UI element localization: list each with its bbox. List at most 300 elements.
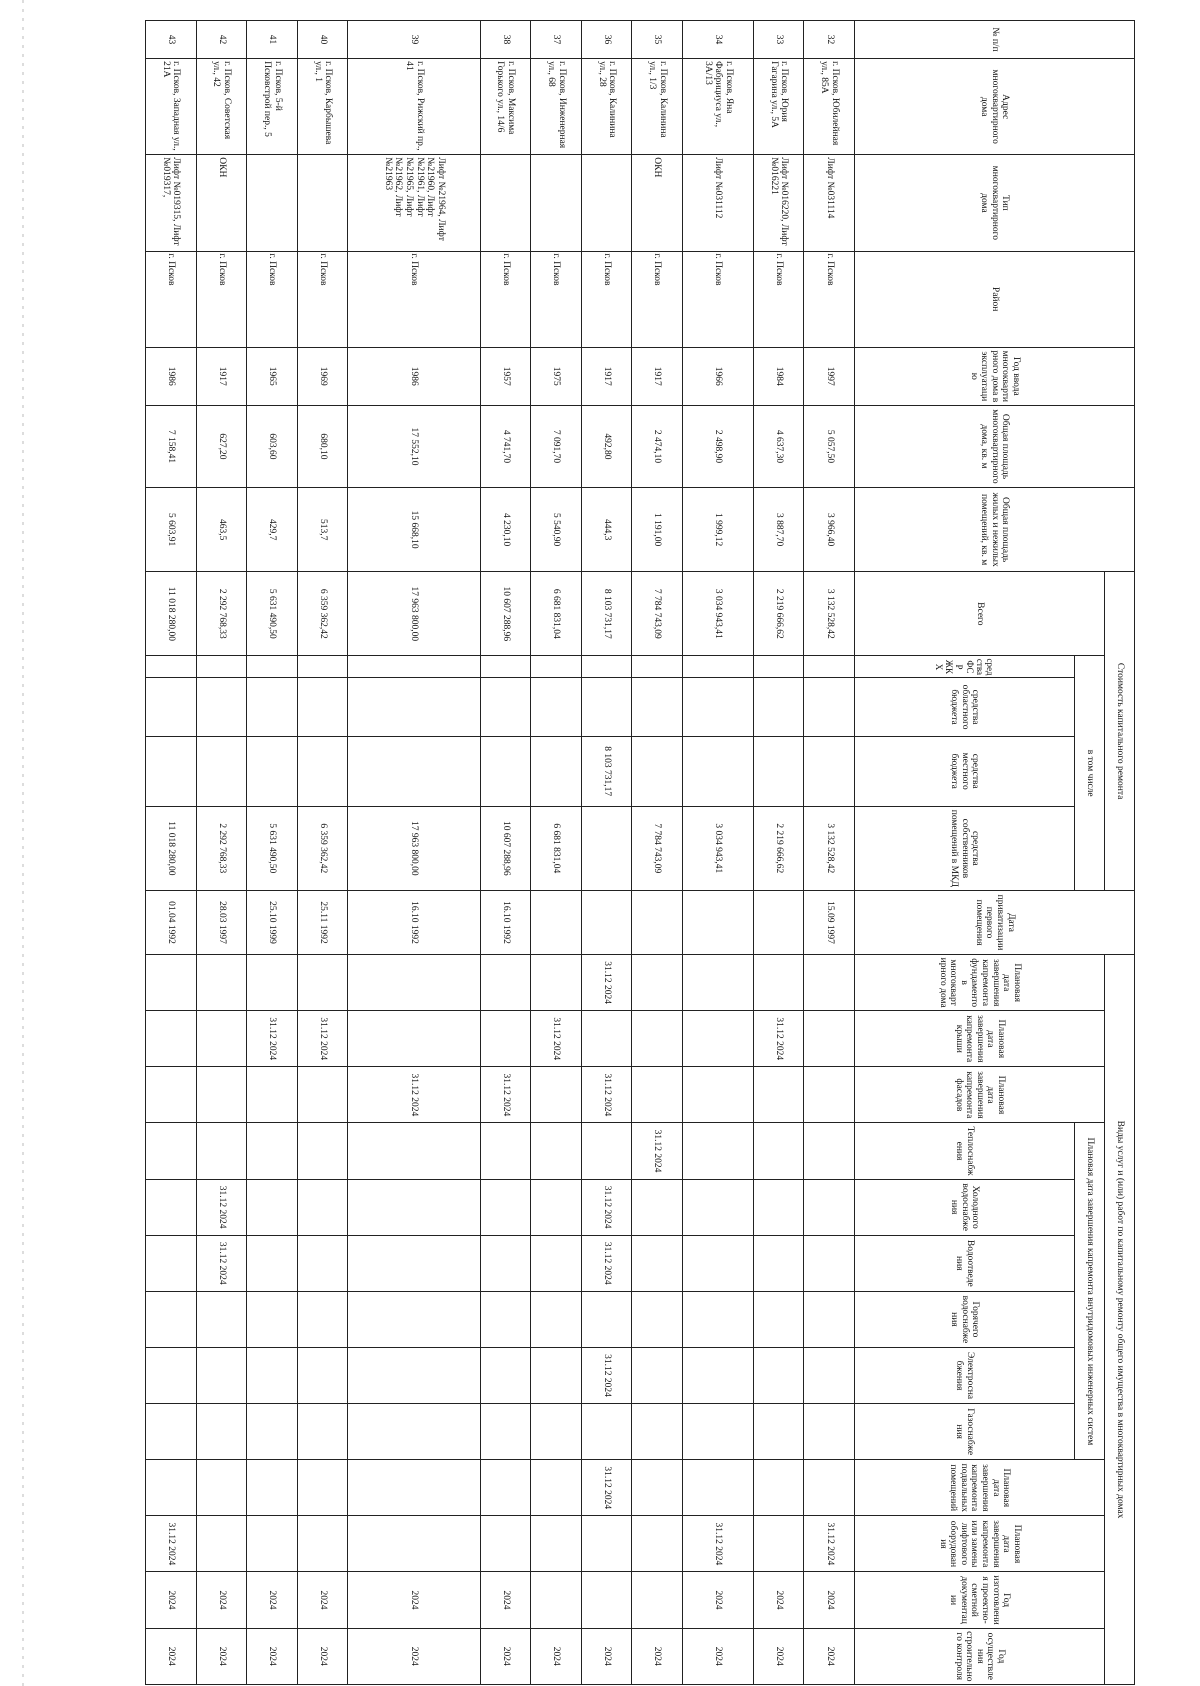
cell-type: Лифт №019315, Лифт №019317, [146, 155, 197, 251]
cell-control: 2024 [247, 1628, 298, 1684]
cell-cold [146, 1179, 197, 1235]
cell-drain [348, 1235, 480, 1291]
header-drainage: Водоотведения [855, 1235, 1075, 1291]
cell-basement [804, 1460, 855, 1516]
cell-address: г. Псков, Калинина ул., 1/3 [632, 59, 683, 155]
cell-num: 37 [531, 21, 582, 59]
table-row [682, 21, 753, 1685]
scan-edge [22, 0, 24, 1686]
cell-fsr [753, 656, 804, 678]
cell-district: г. Псков [146, 251, 197, 347]
cell-basement [297, 1460, 348, 1516]
cell-hot [531, 1291, 582, 1347]
cell-cold: 31.12 2024 [581, 1179, 632, 1235]
cell-premises-area: 429,7 [247, 488, 298, 572]
cell-year: 1986 [146, 347, 197, 405]
cell-drain [682, 1235, 753, 1291]
cell-cold [804, 1179, 855, 1235]
cell-design: 2024 [146, 1572, 197, 1628]
cell-cost-total: 3 132 528,42 [804, 572, 855, 656]
header-cold-water: Холодного водоснабжения [855, 1179, 1075, 1235]
cell-year: 1975 [531, 347, 582, 405]
cell-cost-total: 2 219 666,62 [753, 572, 804, 656]
cell-electric [348, 1347, 480, 1403]
cell-premises-area: 463,5 [196, 488, 247, 572]
cell-local [531, 736, 582, 806]
cell-facade [146, 1067, 197, 1123]
cell-design [632, 1572, 683, 1628]
cell-owners: 6 359 362,42 [297, 806, 348, 890]
cell-privat: 28.03 1997 [196, 890, 247, 954]
cell-basement [247, 1460, 298, 1516]
cell-premises-area: 1 191,00 [632, 488, 683, 572]
cell-region [581, 678, 632, 736]
cell-region [753, 678, 804, 736]
cell-cost-total: 8 103 731,17 [581, 572, 632, 656]
cell-hot [297, 1291, 348, 1347]
cell-electric [531, 1347, 582, 1403]
cell-control: 2024 [297, 1628, 348, 1684]
cell-owners: 17 963 800,00 [348, 806, 480, 890]
cell-cost-total: 17 963 800,00 [348, 572, 480, 656]
cell-fsr [804, 656, 855, 678]
cell-owners: 7 784 743,09 [632, 806, 683, 890]
cell-address: г. Псков, Максима Горького ул., 14/6 [480, 59, 531, 155]
cell-design: 2024 [480, 1572, 531, 1628]
cell-control: 2024 [531, 1628, 582, 1684]
cell-roof [146, 1011, 197, 1067]
cell-cost-total: 6 681 831,04 [531, 572, 582, 656]
table-row [531, 21, 582, 1685]
cell-gas [632, 1404, 683, 1460]
table-row [753, 21, 804, 1685]
cell-hot [804, 1291, 855, 1347]
cell-hot [753, 1291, 804, 1347]
cell-year: 1969 [297, 347, 348, 405]
cell-cost-total: 11 018 280,00 [146, 572, 197, 656]
cell-premises-area: 513,7 [297, 488, 348, 572]
header-cost-owners: средства собственников помещений в МКД [855, 806, 1075, 890]
cell-region [247, 678, 298, 736]
header-roof: Плановая дата завершения капремонта крыши [855, 1011, 1105, 1067]
cell-basement [531, 1460, 582, 1516]
cell-local [146, 736, 197, 806]
cell-region [297, 678, 348, 736]
table-row [632, 21, 683, 1685]
cell-heating [581, 1123, 632, 1179]
cell-region [348, 678, 480, 736]
cell-total-area: 4 637,30 [753, 405, 804, 487]
header-electric: Электроснабжения [855, 1347, 1075, 1403]
cell-fsr [196, 656, 247, 678]
cell-electric [753, 1347, 804, 1403]
cell-local [196, 736, 247, 806]
header-foundation: Плановая дата завершения капремонта фундаментов многоквартирного дома [855, 955, 1105, 1011]
cell-design: 2024 [804, 1572, 855, 1628]
cell-privat: 01.04 1992 [146, 890, 197, 954]
cell-local [753, 736, 804, 806]
cell-control: 2024 [632, 1628, 683, 1684]
cell-facade [632, 1067, 683, 1123]
cell-privat: 16.10 1992 [348, 890, 480, 954]
cell-region [632, 678, 683, 736]
cell-year: 1917 [581, 347, 632, 405]
cell-hot [632, 1291, 683, 1347]
cell-elevator [247, 1516, 298, 1572]
cell-foundation [146, 955, 197, 1011]
cell-elevator: 31.12 2024 [682, 1516, 753, 1572]
cell-basement: 31.12 2024 [581, 1460, 632, 1516]
cell-year: 1957 [480, 347, 531, 405]
cell-basement [632, 1460, 683, 1516]
cell-heating [297, 1123, 348, 1179]
cell-heating: 31.12 2024 [632, 1123, 683, 1179]
cell-type: Лифт №016220, Лифт №016221 [753, 155, 804, 251]
cell-num: 39 [348, 21, 480, 59]
cell-address: г. Псков, Рижский пр., 41 [348, 59, 480, 155]
table-row [581, 21, 632, 1685]
cell-address: г. Псков, Яна Фабрициуса ул., 3А/13 [682, 59, 753, 155]
cell-roof [804, 1011, 855, 1067]
cell-cost-total: 7 784 743,09 [632, 572, 683, 656]
header-num: № п/п [855, 21, 1135, 59]
cell-heating [348, 1123, 480, 1179]
cell-gas [531, 1404, 582, 1460]
cell-cold [682, 1179, 753, 1235]
cell-control: 2024 [480, 1628, 531, 1684]
cell-region [196, 678, 247, 736]
cell-premises-area: 4 230,10 [480, 488, 531, 572]
cell-foundation [804, 955, 855, 1011]
cell-electric [247, 1347, 298, 1403]
cell-owners: 2 219 666,62 [753, 806, 804, 890]
cell-roof: 31.12 2024 [297, 1011, 348, 1067]
cell-hot [480, 1291, 531, 1347]
cell-owners: 2 292 768,33 [196, 806, 247, 890]
cell-elevator [632, 1516, 683, 1572]
cell-facade [531, 1067, 582, 1123]
cell-roof [480, 1011, 531, 1067]
cell-district: г. Псков [804, 251, 855, 347]
cell-cost-total: 3 034 943,41 [682, 572, 753, 656]
cell-design: 2024 [682, 1572, 753, 1628]
cell-control: 2024 [682, 1628, 753, 1684]
cell-cold [531, 1179, 582, 1235]
cell-region [146, 678, 197, 736]
cell-privat: 15.09 1997 [804, 890, 855, 954]
cell-num: 41 [247, 21, 298, 59]
cell-premises-area: 444,3 [581, 488, 632, 572]
cell-roof [196, 1011, 247, 1067]
cell-district: г. Псков [247, 251, 298, 347]
cell-total-area: 7 091,70 [531, 405, 582, 487]
cell-facade [247, 1067, 298, 1123]
cell-premises-area: 3 887,70 [753, 488, 804, 572]
cell-gas [196, 1404, 247, 1460]
cell-year: 1917 [196, 347, 247, 405]
cell-district: г. Псков [632, 251, 683, 347]
cell-fsr [581, 656, 632, 678]
cell-type [581, 155, 632, 251]
cell-drain [146, 1235, 197, 1291]
rotated-page [145, 20, 1135, 1685]
cell-total-area: 603,60 [247, 405, 298, 487]
header-control-year: Год осуществления строительного контроля [855, 1628, 1105, 1684]
cell-design: 2024 [247, 1572, 298, 1628]
cell-foundation [753, 955, 804, 1011]
cell-local [682, 736, 753, 806]
cell-foundation: 31.12 2024 [581, 955, 632, 1011]
cell-privat [531, 890, 582, 954]
cell-control: 2024 [196, 1628, 247, 1684]
cell-electric [682, 1347, 753, 1403]
cell-heating [146, 1123, 197, 1179]
cell-elevator [297, 1516, 348, 1572]
cell-roof [348, 1011, 480, 1067]
cell-cost-total: 5 631 490,50 [247, 572, 298, 656]
cell-basement [753, 1460, 804, 1516]
cell-address: г. Псков, Калинина ул., 28 [581, 59, 632, 155]
cell-foundation [632, 955, 683, 1011]
cell-privat [632, 890, 683, 954]
cell-design: 2024 [196, 1572, 247, 1628]
header-address: Адрес многоквартирного дома [855, 59, 1135, 155]
cell-owners: 10 607 288,96 [480, 806, 531, 890]
table-row [480, 21, 531, 1685]
cell-gas [682, 1404, 753, 1460]
cell-hot [247, 1291, 298, 1347]
cell-roof [682, 1011, 753, 1067]
cell-hot [682, 1291, 753, 1347]
cell-privat: 25.10 1999 [247, 890, 298, 954]
cell-electric [297, 1347, 348, 1403]
cell-electric: 31.12 2024 [581, 1347, 632, 1403]
cell-design [531, 1572, 582, 1628]
cell-owners: 6 681 831,04 [531, 806, 582, 890]
header-house-type: Тип многоквартирного дома [855, 155, 1135, 251]
cell-gas [297, 1404, 348, 1460]
cell-owners: 3 034 943,41 [682, 806, 753, 890]
cell-electric [804, 1347, 855, 1403]
cell-total-area: 5 057,50 [804, 405, 855, 487]
cell-cold [247, 1179, 298, 1235]
cell-heating [247, 1123, 298, 1179]
cell-design: 2024 [753, 1572, 804, 1628]
cell-foundation [196, 955, 247, 1011]
cell-gas [480, 1404, 531, 1460]
cell-foundation [348, 955, 480, 1011]
cell-premises-area: 1 999,12 [682, 488, 753, 572]
cell-fsr [247, 656, 298, 678]
cell-cost-total: 10 607 288,96 [480, 572, 531, 656]
cell-elevator [480, 1516, 531, 1572]
header-cost-incl: в том числе [1075, 656, 1105, 891]
cell-owners: 3 132 528,42 [804, 806, 855, 890]
cell-region [531, 678, 582, 736]
cell-local [480, 736, 531, 806]
cell-year: 1984 [753, 347, 804, 405]
cell-owners: 11 018 280,00 [146, 806, 197, 890]
cell-electric [480, 1347, 531, 1403]
cell-total-area: 7 158,41 [146, 405, 197, 487]
cell-facade [196, 1067, 247, 1123]
cell-drain [632, 1235, 683, 1291]
cell-roof: 31.12 2024 [531, 1011, 582, 1067]
cell-num: 43 [146, 21, 197, 59]
header-elevator: Плановая дата завершения капремонта или замены лифтового оборудования [855, 1516, 1105, 1572]
cell-premises-area: 15 668,10 [348, 488, 480, 572]
cell-fsr [531, 656, 582, 678]
header-cost-region: средства областного бюджета [855, 678, 1075, 736]
header-cost-group: Стоимость капитального ремонта [1105, 572, 1135, 891]
cell-electric [146, 1347, 197, 1403]
cell-premises-area: 5 603,91 [146, 488, 197, 572]
cell-total-area: 2 498,90 [682, 405, 753, 487]
cell-district: г. Псков [531, 251, 582, 347]
cell-fsr [146, 656, 197, 678]
cell-type: Лифт №031112 [682, 155, 753, 251]
cell-year: 1917 [632, 347, 683, 405]
cell-basement [480, 1460, 531, 1516]
cell-type [247, 155, 298, 251]
cell-elevator [348, 1516, 480, 1572]
table-row [348, 21, 480, 1685]
header-cost-local: средства местного бюджета [855, 736, 1075, 806]
table-row [196, 21, 247, 1685]
header-works-group: Виды услуг и (или) работ по капитальному ремонту общего имущества в многоквартирных домах [1105, 955, 1135, 1685]
cell-control: 2024 [348, 1628, 480, 1684]
cell-address: г. Псков, Юбилейная ул., 85А [804, 59, 855, 155]
cell-drain: 31.12 2024 [196, 1235, 247, 1291]
cell-elevator [196, 1516, 247, 1572]
cell-elevator: 31.12 2024 [804, 1516, 855, 1572]
cell-fsr [480, 656, 531, 678]
cell-address: г. Псков, 5-й Псковстрой пер., 5 [247, 59, 298, 155]
cell-foundation [682, 955, 753, 1011]
cell-heating [196, 1123, 247, 1179]
cell-electric [196, 1347, 247, 1403]
header-total-area: Общая площадь многоквартирного дома, кв. м [855, 405, 1135, 487]
cell-hot [581, 1291, 632, 1347]
cell-year: 1966 [682, 347, 753, 405]
cell-district: г. Псков [581, 251, 632, 347]
cell-num: 34 [682, 21, 753, 59]
cell-local [247, 736, 298, 806]
header-district: Район [855, 251, 1135, 347]
cell-hot [146, 1291, 197, 1347]
cell-facade [753, 1067, 804, 1123]
cell-type [531, 155, 582, 251]
cell-cold [632, 1179, 683, 1235]
cell-premises-area: 5 540,90 [531, 488, 582, 572]
cell-address: г. Псков, Инженерная ул., 68 [531, 59, 582, 155]
cell-num: 42 [196, 21, 247, 59]
header-cost-fsr: средства ФСР ЖКХ [855, 656, 1075, 678]
cell-owners: 5 631 490,50 [247, 806, 298, 890]
cell-cold: 31.12 2024 [196, 1179, 247, 1235]
cell-drain [804, 1235, 855, 1291]
cell-foundation [297, 955, 348, 1011]
cell-basement [682, 1460, 753, 1516]
cell-facade [297, 1067, 348, 1123]
header-facade: Плановая дата завершения капремонта фасадов [855, 1067, 1105, 1123]
cell-district: г. Псков [682, 251, 753, 347]
cell-elevator [753, 1516, 804, 1572]
cell-drain [247, 1235, 298, 1291]
cell-heating [480, 1123, 531, 1179]
cell-year: 1997 [804, 347, 855, 405]
cell-control: 2024 [581, 1628, 632, 1684]
header-premises-area: Общая площадь жилых и нежилых помещений, кв. м [855, 488, 1135, 572]
cell-type: ОКН [196, 155, 247, 251]
cell-gas [804, 1404, 855, 1460]
cell-roof [632, 1011, 683, 1067]
header-year: Год ввода многоквартирного дома в эксплуатацию [855, 347, 1135, 405]
cell-elevator: 31.12 2024 [146, 1516, 197, 1572]
cell-address: г. Псков, Юрия Гагарина ул., 5А [753, 59, 804, 155]
cell-facade [804, 1067, 855, 1123]
cell-gas [581, 1404, 632, 1460]
cell-design [581, 1572, 632, 1628]
cell-heating [531, 1123, 582, 1179]
cell-roof: 31.12 2024 [247, 1011, 298, 1067]
cell-num: 36 [581, 21, 632, 59]
cell-num: 38 [480, 21, 531, 59]
cell-hot [196, 1291, 247, 1347]
table-row [247, 21, 298, 1685]
header-cost-total: Всего [855, 572, 1105, 656]
cell-district: г. Псков [196, 251, 247, 347]
cell-roof [581, 1011, 632, 1067]
cell-owners [581, 806, 632, 890]
cell-design: 2024 [297, 1572, 348, 1628]
cell-total-area: 2 474,10 [632, 405, 683, 487]
cell-local [804, 736, 855, 806]
cell-control: 2024 [753, 1628, 804, 1684]
cell-type: ОКН [632, 155, 683, 251]
cell-fsr [348, 656, 480, 678]
cell-privat [682, 890, 753, 954]
cell-total-area: 680,10 [297, 405, 348, 487]
cell-total-area: 4 741,70 [480, 405, 531, 487]
cell-cold [753, 1179, 804, 1235]
cell-region [804, 678, 855, 736]
cell-fsr [297, 656, 348, 678]
cell-type [297, 155, 348, 251]
cell-cold [480, 1179, 531, 1235]
cell-facade [682, 1067, 753, 1123]
cell-facade: 31.12 2024 [480, 1067, 531, 1123]
cell-gas [348, 1404, 480, 1460]
cell-roof: 31.12 2024 [753, 1011, 804, 1067]
cell-cost-total: 2 292 768,33 [196, 572, 247, 656]
cell-local [632, 736, 683, 806]
cell-type [480, 155, 531, 251]
header-hot-water: Горячего водоснабжения [855, 1291, 1075, 1347]
cell-gas [247, 1404, 298, 1460]
header-systems-group: Плановая дата завершения капремонта внутридомовых инженерных систем [1075, 1123, 1105, 1460]
cell-num: 35 [632, 21, 683, 59]
cell-total-area: 17 552,10 [348, 405, 480, 487]
cell-privat: 16.10 1992 [480, 890, 531, 954]
cell-control: 2024 [146, 1628, 197, 1684]
cell-premises-area: 3 966,40 [804, 488, 855, 572]
header-gas: Газоснабжения [855, 1404, 1075, 1460]
cell-district: г. Псков [348, 251, 480, 347]
cell-drain [480, 1235, 531, 1291]
cell-address: г. Псков, Советская ул., 42 [196, 59, 247, 155]
cell-fsr [682, 656, 753, 678]
